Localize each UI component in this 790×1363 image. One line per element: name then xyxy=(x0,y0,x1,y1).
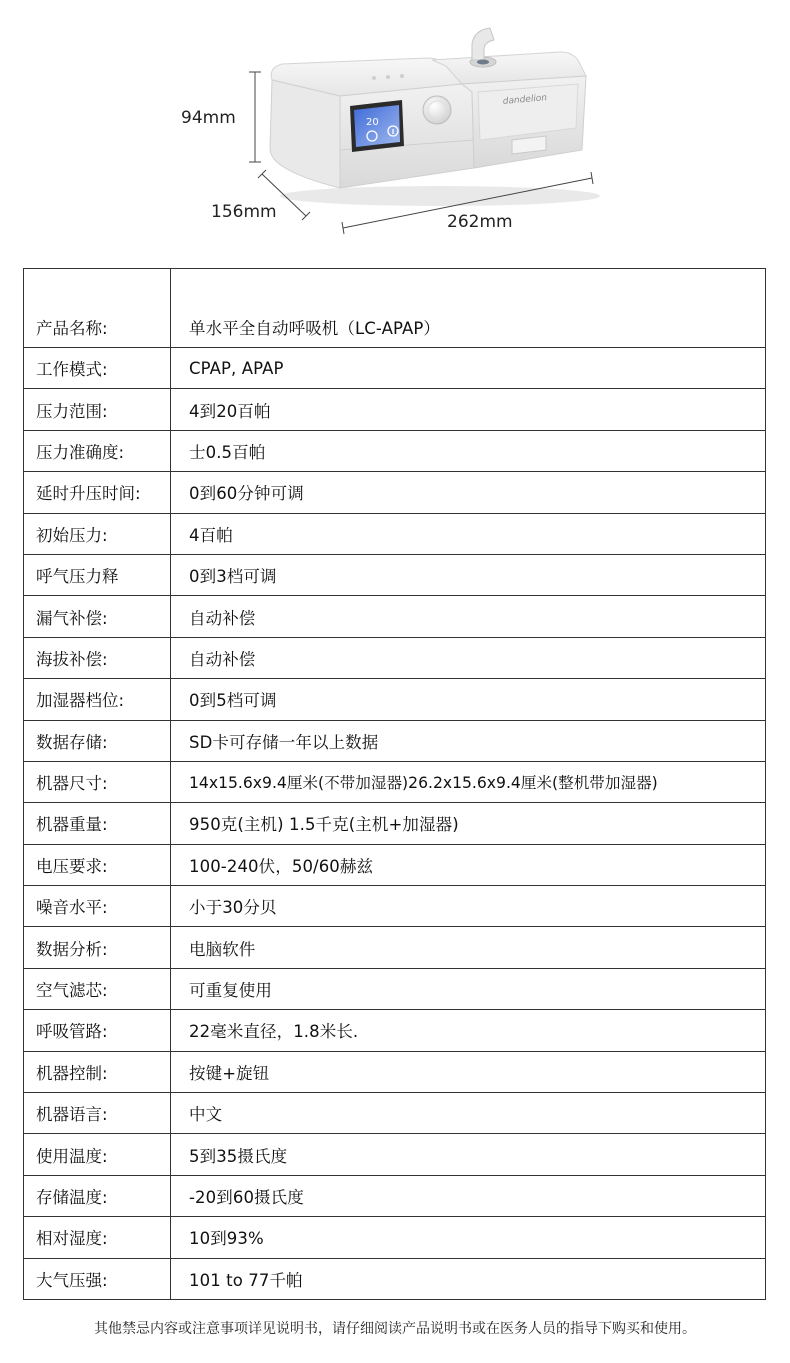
screen-readout: 20 xyxy=(366,117,379,128)
spec-label: 呼吸管路: xyxy=(24,1010,171,1051)
product-hero xyxy=(0,0,790,268)
spec-value: 单水平全自动呼吸机（LC-APAP） xyxy=(171,269,766,348)
table-row xyxy=(24,513,766,554)
cpap-device-illustration xyxy=(0,0,790,268)
spec-label: 机器重量: xyxy=(24,803,171,844)
table-row xyxy=(24,1217,766,1258)
spec-value: 101 to 77千帕 xyxy=(171,1258,766,1299)
table-row xyxy=(24,679,766,720)
table-row xyxy=(24,1093,766,1134)
table-row xyxy=(24,803,766,844)
spec-label: 数据存储: xyxy=(24,720,171,761)
spec-label: 大气压强: xyxy=(24,1258,171,1299)
spec-value: 0到5档可调 xyxy=(171,679,766,720)
spec-label: 噪音水平: xyxy=(24,886,171,927)
spec-label: 存储温度: xyxy=(24,1175,171,1216)
height-dimension-label: 94mm xyxy=(181,108,236,128)
spec-value: 100-240伏，50/60赫兹 xyxy=(171,844,766,885)
spec-label: 相对湿度: xyxy=(24,1217,171,1258)
spec-value: 4到20百帕 xyxy=(171,389,766,430)
spec-value: 中文 xyxy=(171,1093,766,1134)
rotary-knob-icon xyxy=(423,96,451,124)
table-row xyxy=(24,968,766,1009)
spec-label: 机器控制: xyxy=(24,1051,171,1092)
spec-value: 4百帕 xyxy=(171,513,766,554)
table-row xyxy=(24,1010,766,1051)
spec-value: 自动补偿 xyxy=(171,637,766,678)
footnote: 其他禁忌内容或注意事项详见说明书，请仔细阅读产品说明书或在医务人员的指导下购买和使用。 xyxy=(94,1321,696,1337)
spec-value: CPAP, APAP xyxy=(171,348,766,389)
spec-label: 压力准确度: xyxy=(24,430,171,471)
table-row xyxy=(24,927,766,968)
spec-value: 10到93% xyxy=(171,1217,766,1258)
spec-label: 空气滤芯: xyxy=(24,968,171,1009)
table-row xyxy=(24,269,766,348)
table-row xyxy=(24,1134,766,1175)
table-row xyxy=(24,1051,766,1092)
table-row xyxy=(24,348,766,389)
spec-label: 电压要求: xyxy=(24,844,171,885)
spec-value: 22毫米直径，1.8米长. xyxy=(171,1010,766,1051)
table-row xyxy=(24,720,766,761)
spec-table xyxy=(23,268,766,1300)
table-row xyxy=(24,844,766,885)
width-dimension-label: 262mm xyxy=(447,212,513,232)
spec-value: 14x15.6x9.4厘米(不带加湿器)26.2x15.6x9.4厘米(整机带加湿器) xyxy=(171,761,766,802)
table-row xyxy=(24,554,766,595)
depth-dimension-label: 156mm xyxy=(211,202,277,222)
spec-label: 压力范围: xyxy=(24,389,171,430)
spec-label: 工作模式: xyxy=(24,348,171,389)
spec-label: 产品名称: xyxy=(24,269,171,348)
spec-label: 漏气补偿: xyxy=(24,596,171,637)
table-row xyxy=(24,1258,766,1299)
spec-label: 加湿器档位: xyxy=(24,679,171,720)
table-row xyxy=(24,761,766,802)
spec-value: 可重复使用 xyxy=(171,968,766,1009)
table-row xyxy=(24,472,766,513)
table-row xyxy=(24,389,766,430)
table-row xyxy=(24,1175,766,1216)
spec-value: 950克(主机) 1.5千克(主机+加湿器) xyxy=(171,803,766,844)
table-row xyxy=(24,637,766,678)
spec-label: 初始压力: xyxy=(24,513,171,554)
table-row xyxy=(24,596,766,637)
spec-label: 呼气压力释 xyxy=(24,554,171,595)
spec-label: 机器尺寸: xyxy=(24,761,171,802)
spec-value: 士0.5百帕 xyxy=(171,430,766,471)
table-row xyxy=(24,886,766,927)
brand-logo: dandelion xyxy=(502,93,548,107)
spec-label: 机器语言: xyxy=(24,1093,171,1134)
spec-value: 按键+旋钮 xyxy=(171,1051,766,1092)
spec-value: 自动补偿 xyxy=(171,596,766,637)
table-row xyxy=(24,430,766,471)
spec-value: 0到60分钟可调 xyxy=(171,472,766,513)
spec-label: 使用温度: xyxy=(24,1134,171,1175)
spec-value: -20到60摄氏度 xyxy=(171,1175,766,1216)
spec-value: 5到35摄氏度 xyxy=(171,1134,766,1175)
spec-label: 数据分析: xyxy=(24,927,171,968)
spec-value: 小于30分贝 xyxy=(171,886,766,927)
spec-label: 海拔补偿: xyxy=(24,637,171,678)
spec-label: 延时升压时间: xyxy=(24,472,171,513)
spec-value: 电脑软件 xyxy=(171,927,766,968)
spec-value: 0到3档可调 xyxy=(171,554,766,595)
spec-value: SD卡可存储一年以上数据 xyxy=(171,720,766,761)
